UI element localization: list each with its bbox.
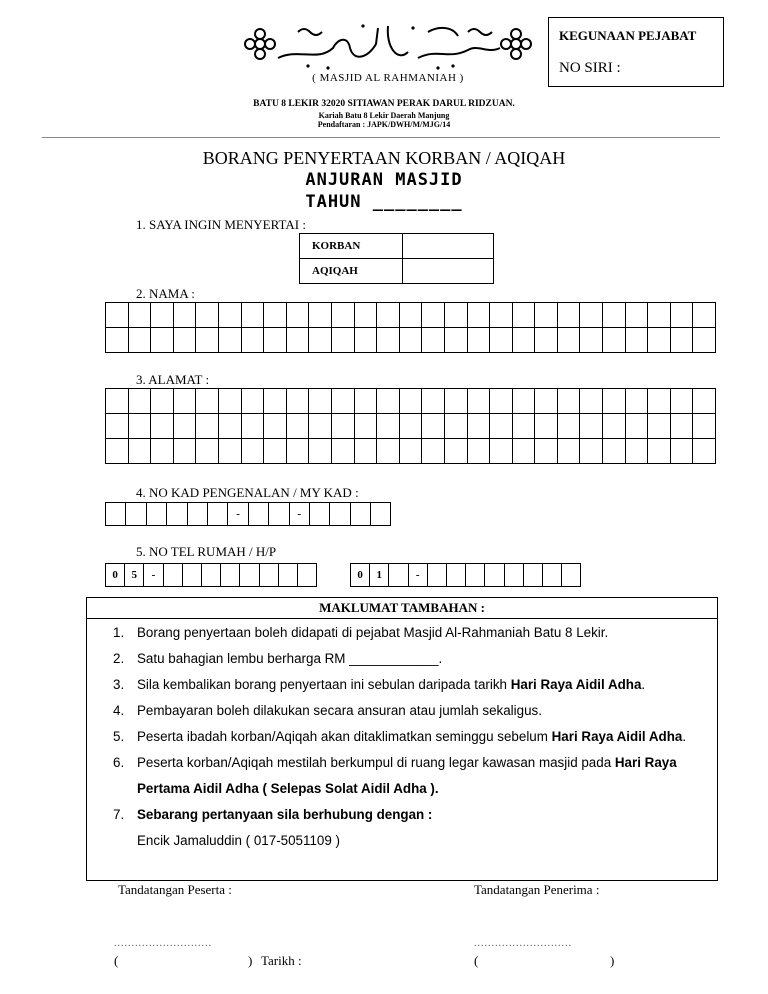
- letter-box[interactable]: [422, 328, 445, 353]
- serial-number-label: NO SIRI :: [559, 60, 621, 76]
- letter-box[interactable]: [218, 439, 241, 464]
- letter-box[interactable]: [535, 439, 558, 464]
- participation-options-table: [299, 233, 494, 284]
- letter-box[interactable]: [467, 328, 490, 353]
- letter-box[interactable]: [467, 414, 490, 439]
- letter-box[interactable]: 0: [106, 564, 125, 587]
- letter-box[interactable]: [580, 303, 603, 328]
- additional-info-list: [87, 620, 717, 854]
- letter-box[interactable]: [648, 328, 671, 353]
- letter-box[interactable]: [580, 328, 603, 353]
- letter-box[interactable]: [126, 503, 146, 526]
- letter-box[interactable]: [264, 389, 287, 414]
- letter-box[interactable]: [264, 328, 287, 353]
- letter-box[interactable]: [106, 414, 129, 439]
- letter-box[interactable]: [490, 414, 513, 439]
- letter-box[interactable]: [399, 389, 422, 414]
- additional-info-box: [86, 597, 718, 881]
- letter-box[interactable]: [354, 303, 377, 328]
- q5-label: 5. NO TEL RUMAH / H/P: [136, 544, 277, 559]
- letter-box[interactable]: [670, 389, 693, 414]
- letter-box[interactable]: [377, 389, 400, 414]
- letter-box[interactable]: [207, 503, 227, 526]
- participant-name-open-paren: (: [114, 953, 119, 968]
- letter-box[interactable]: [523, 564, 542, 587]
- letter-box[interactable]: [354, 328, 377, 353]
- form-title: BORANG PENYERTAAN KORBAN / AQIQAH: [202, 148, 566, 168]
- letter-box[interactable]: -: [144, 564, 163, 587]
- letter-box[interactable]: [187, 503, 207, 526]
- office-use-box: [548, 17, 724, 87]
- contact-line: Encik Jamaluddin ( 017-5051109 ): [137, 833, 340, 848]
- q1-label: 1. SAYA INGIN MENYERTAI :: [136, 217, 306, 232]
- participant-signature-line[interactable]: ............................: [114, 938, 212, 949]
- letter-box[interactable]: [466, 564, 485, 587]
- letter-box[interactable]: [490, 303, 513, 328]
- letter-box[interactable]: [557, 389, 580, 414]
- option-aqiqah-checkbox[interactable]: [403, 259, 494, 284]
- letter-box[interactable]: [693, 439, 716, 464]
- ic-number-grid[interactable]: [105, 502, 391, 526]
- letter-box[interactable]: -: [289, 503, 309, 526]
- letter-box[interactable]: [389, 564, 408, 587]
- letter-box[interactable]: [221, 564, 240, 587]
- letter-box[interactable]: [490, 389, 513, 414]
- letter-box[interactable]: [331, 389, 354, 414]
- letter-box[interactable]: [163, 564, 182, 587]
- letter-box[interactable]: [151, 303, 174, 328]
- letter-box[interactable]: [167, 503, 187, 526]
- letter-box[interactable]: [427, 564, 446, 587]
- letter-box[interactable]: [269, 503, 289, 526]
- letter-box[interactable]: [603, 389, 626, 414]
- address-letter-grid[interactable]: [105, 388, 716, 464]
- info-item: 6. Peserta korban/Aqiqah mestilah berkumpul di ruang legar kawasan masjid pada Hari Raya Pertama Aidil Adha ( Selepas Solat Aidil Adha ).: [113, 755, 677, 796]
- letter-box[interactable]: [241, 439, 264, 464]
- letter-box[interactable]: [106, 503, 126, 526]
- letter-box[interactable]: [241, 303, 264, 328]
- letter-box[interactable]: [377, 303, 400, 328]
- letter-box[interactable]: [693, 414, 716, 439]
- letter-box[interactable]: [309, 503, 329, 526]
- letter-box[interactable]: [151, 389, 174, 414]
- letter-box[interactable]: [562, 564, 581, 587]
- letter-box[interactable]: [670, 328, 693, 353]
- letter-box[interactable]: [485, 564, 504, 587]
- letter-box[interactable]: [557, 414, 580, 439]
- letter-box[interactable]: [196, 439, 219, 464]
- info-item: 4. Pembayaran boleh dilakukan secara ansuran atau jumlah sekaligus.: [113, 703, 542, 718]
- letter-box[interactable]: [603, 439, 626, 464]
- letter-box[interactable]: 5: [125, 564, 144, 587]
- letter-box[interactable]: [399, 439, 422, 464]
- letter-box[interactable]: [399, 303, 422, 328]
- receiver-signature-label: Tandatangan Penerima :: [474, 882, 600, 897]
- q2-label: 2. NAMA :: [136, 286, 195, 301]
- letter-box[interactable]: [278, 564, 297, 587]
- letter-box[interactable]: [218, 414, 241, 439]
- letter-box[interactable]: [490, 439, 513, 464]
- office-use-title: KEGUNAAN PEJABAT: [559, 28, 697, 43]
- letter-box[interactable]: [201, 564, 220, 587]
- letter-box[interactable]: [259, 564, 278, 587]
- letter-box[interactable]: [309, 303, 332, 328]
- form-year: TAHUN ________: [305, 192, 463, 212]
- letter-box[interactable]: [241, 389, 264, 414]
- letter-box[interactable]: [512, 414, 535, 439]
- letter-box[interactable]: [542, 564, 561, 587]
- info-item: 3. Sila kembalikan borang penyertaan ini sebulan daripada tarikh Hari Raya Aidil Adha.: [113, 677, 646, 692]
- letter-box[interactable]: [444, 439, 467, 464]
- letter-box[interactable]: [173, 303, 196, 328]
- letter-box[interactable]: [106, 303, 129, 328]
- letter-box[interactable]: [504, 564, 523, 587]
- letter-box[interactable]: [557, 439, 580, 464]
- letter-box[interactable]: [196, 414, 219, 439]
- letter-box[interactable]: [240, 564, 259, 587]
- letter-box[interactable]: -: [408, 564, 427, 587]
- letter-box[interactable]: [648, 414, 671, 439]
- letter-box[interactable]: [490, 328, 513, 353]
- letter-box[interactable]: [670, 414, 693, 439]
- calligraphy-logo-graphic: [238, 18, 538, 74]
- letter-box[interactable]: [444, 328, 467, 353]
- letter-box[interactable]: [670, 303, 693, 328]
- letter-box[interactable]: [151, 328, 174, 353]
- letter-box[interactable]: [446, 564, 465, 587]
- letter-box[interactable]: [467, 303, 490, 328]
- receiver-name-close-paren: ): [610, 953, 615, 968]
- form-subtitle: ANJURAN MASJID: [305, 170, 463, 190]
- letter-box[interactable]: [422, 389, 445, 414]
- letter-box[interactable]: [354, 389, 377, 414]
- letter-box[interactable]: 1: [370, 564, 389, 587]
- participant-name-close-paren: ): [248, 953, 253, 968]
- letter-box[interactable]: [173, 328, 196, 353]
- letter-box[interactable]: [399, 414, 422, 439]
- letter-box[interactable]: [580, 414, 603, 439]
- letter-box[interactable]: [264, 414, 287, 439]
- letter-box[interactable]: [128, 328, 151, 353]
- letter-box[interactable]: [422, 439, 445, 464]
- letter-box[interactable]: [331, 439, 354, 464]
- letter-box[interactable]: [625, 414, 648, 439]
- letter-box[interactable]: [693, 328, 716, 353]
- letter-box[interactable]: [603, 328, 626, 353]
- date-label: Tarikh :: [261, 953, 302, 968]
- letter-box[interactable]: [196, 303, 219, 328]
- letter-box[interactable]: [128, 414, 151, 439]
- letter-box[interactable]: [625, 303, 648, 328]
- letter-box[interactable]: [218, 328, 241, 353]
- letter-box[interactable]: [309, 328, 332, 353]
- info-item: 5. Peserta ibadah korban/Aqiqah akan ditaklimatkan seminggu sebelum Hari Raya Aidil Adha.: [113, 729, 687, 744]
- additional-info-heading: MAKLUMAT TAMBAHAN :: [87, 598, 717, 619]
- letter-box[interactable]: [331, 414, 354, 439]
- name-letter-grid[interactable]: [105, 302, 716, 353]
- letter-box[interactable]: [625, 439, 648, 464]
- letter-box[interactable]: [399, 328, 422, 353]
- letter-box[interactable]: [218, 303, 241, 328]
- address-line: BATU 8 LEKIR 32020 SITIAWAN PERAK DARUL RIDZUAN.: [253, 99, 515, 109]
- letter-box[interactable]: [241, 328, 264, 353]
- letter-box[interactable]: [106, 439, 129, 464]
- letter-box[interactable]: [354, 439, 377, 464]
- letter-box[interactable]: [625, 389, 648, 414]
- letter-box[interactable]: [196, 328, 219, 353]
- letter-box[interactable]: [264, 439, 287, 464]
- letter-box[interactable]: [557, 328, 580, 353]
- home-phone-grid[interactable]: [105, 563, 317, 587]
- letter-box[interactable]: [331, 303, 354, 328]
- letter-box[interactable]: [512, 328, 535, 353]
- letter-box[interactable]: [309, 439, 332, 464]
- letter-box[interactable]: [467, 439, 490, 464]
- letter-box[interactable]: [693, 389, 716, 414]
- letter-box[interactable]: [512, 439, 535, 464]
- letter-box[interactable]: [512, 389, 535, 414]
- letter-box[interactable]: [580, 389, 603, 414]
- letter-box[interactable]: [309, 389, 332, 414]
- option-aqiqah-label: AQIQAH: [300, 259, 403, 284]
- kariah-line: Kariah Batu 8 Lekir Daerah Manjung: [318, 111, 450, 120]
- letter-box[interactable]: [535, 328, 558, 353]
- letter-box[interactable]: [128, 389, 151, 414]
- letter-box[interactable]: [286, 328, 309, 353]
- letter-box[interactable]: [444, 303, 467, 328]
- letter-box[interactable]: [146, 503, 166, 526]
- letter-box[interactable]: [264, 303, 287, 328]
- letter-box[interactable]: [535, 414, 558, 439]
- mobile-phone-grid[interactable]: [350, 563, 581, 587]
- letter-box[interactable]: [467, 389, 490, 414]
- letter-box[interactable]: [603, 414, 626, 439]
- header-divider: [42, 137, 720, 138]
- info-item: 7. Sebarang pertanyaan sila berhubung dengan :: [113, 807, 433, 822]
- receiver-signature-line[interactable]: ............................: [474, 938, 572, 949]
- letter-box[interactable]: [693, 303, 716, 328]
- letter-box[interactable]: [444, 414, 467, 439]
- q4-label: 4. NO KAD PENGENALAN / MY KAD :: [136, 485, 359, 500]
- letter-box[interactable]: [182, 564, 201, 587]
- letter-box[interactable]: -: [228, 503, 248, 526]
- letter-box[interactable]: [377, 328, 400, 353]
- letter-box[interactable]: [241, 414, 264, 439]
- letter-box[interactable]: [377, 414, 400, 439]
- letter-box[interactable]: [286, 389, 309, 414]
- info-item: 2. Satu bahagian lembu berharga RM ____________.: [113, 651, 443, 666]
- letter-box[interactable]: [625, 328, 648, 353]
- letter-box[interactable]: [603, 303, 626, 328]
- letter-box[interactable]: [535, 389, 558, 414]
- letter-box[interactable]: [309, 414, 332, 439]
- letter-box[interactable]: [331, 328, 354, 353]
- registration-line: Pendaftaran : JAPK/DWH/M/MJG/14: [317, 120, 451, 129]
- letter-box[interactable]: [151, 439, 174, 464]
- letter-box[interactable]: [444, 389, 467, 414]
- letter-box[interactable]: [580, 439, 603, 464]
- option-korban-label: KORBAN: [300, 234, 403, 259]
- letter-box[interactable]: [648, 303, 671, 328]
- participant-signature-label: Tandatangan Peserta :: [118, 882, 232, 897]
- letter-box[interactable]: [248, 503, 268, 526]
- letter-box[interactable]: [128, 439, 151, 464]
- letter-box[interactable]: [648, 389, 671, 414]
- letter-box[interactable]: 0: [351, 564, 370, 587]
- letter-box[interactable]: [151, 414, 174, 439]
- letter-box[interactable]: [286, 439, 309, 464]
- info-item: 1. Borang penyertaan boleh didapati di pejabat Masjid Al-Rahmaniah Batu 8 Lekir.: [113, 625, 609, 640]
- letter-box[interactable]: [218, 389, 241, 414]
- letter-box[interactable]: [106, 328, 129, 353]
- letter-box[interactable]: [557, 303, 580, 328]
- letter-box[interactable]: [377, 439, 400, 464]
- masjid-name: ( MASJID AL RAHMANIAH ): [312, 72, 464, 84]
- letter-box[interactable]: [670, 439, 693, 464]
- letter-box[interactable]: [512, 303, 535, 328]
- letter-box[interactable]: [371, 503, 391, 526]
- letter-box[interactable]: [173, 439, 196, 464]
- letter-box[interactable]: [196, 389, 219, 414]
- letter-box[interactable]: [422, 414, 445, 439]
- letter-box[interactable]: [535, 303, 558, 328]
- letter-box[interactable]: [354, 414, 377, 439]
- letter-box[interactable]: [286, 414, 309, 439]
- letter-box[interactable]: [128, 303, 151, 328]
- letter-box[interactable]: [106, 389, 129, 414]
- letter-box[interactable]: [173, 414, 196, 439]
- receiver-name-open-paren: (: [474, 953, 479, 968]
- letter-box[interactable]: [648, 439, 671, 464]
- letter-box[interactable]: [297, 564, 316, 587]
- letter-box[interactable]: [330, 503, 350, 526]
- letter-box[interactable]: [350, 503, 370, 526]
- option-korban-checkbox[interactable]: [403, 234, 494, 259]
- letter-box[interactable]: [422, 303, 445, 328]
- q3-label: 3. ALAMAT :: [136, 372, 210, 387]
- letter-box[interactable]: [173, 389, 196, 414]
- letter-box[interactable]: [286, 303, 309, 328]
